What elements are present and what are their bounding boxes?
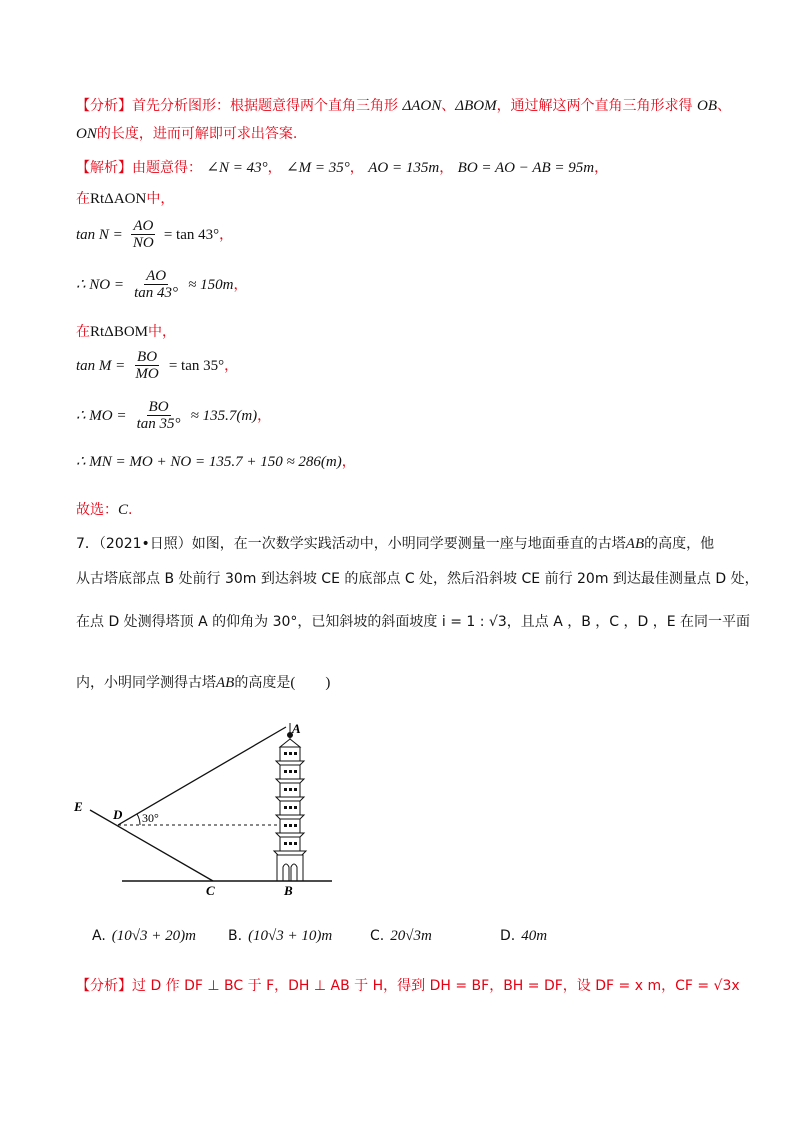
in-triangle-aon xyxy=(76,189,174,209)
analysis-tag: 【分析】 xyxy=(76,98,132,114)
eq-rhs: = tan 35° xyxy=(168,358,225,374)
option-c[interactable] xyxy=(370,928,432,945)
label-a: A xyxy=(292,721,301,736)
angle-arc xyxy=(137,814,140,825)
eq-lhs: ∴ NO = xyxy=(76,277,125,293)
analysis-text: 首先分析图形：根据题意得两个直角三角形 xyxy=(132,98,398,114)
text: 在 xyxy=(76,324,90,340)
analysis-tag: 【分析】 xyxy=(76,978,132,994)
option-label: B. xyxy=(228,928,243,944)
denominator: NO xyxy=(132,235,154,251)
option-value: 20√3m xyxy=(390,928,432,944)
label-angle: 30° xyxy=(142,811,159,825)
comma: ， xyxy=(224,358,239,374)
eq-rhs: ≈ 135.7(m) xyxy=(190,408,258,424)
comma: ， xyxy=(233,277,248,293)
equation-5 xyxy=(76,451,356,471)
text: 的高度是 xyxy=(234,675,291,691)
eq-rhs: ≈ 150m xyxy=(188,277,234,293)
analysis-1-line-1 xyxy=(76,96,731,116)
given-ao: AO = 135m xyxy=(368,160,440,176)
choose-value: C xyxy=(118,502,129,518)
text: 在 xyxy=(76,191,90,207)
eq-total: ∴ MN = MO + NO = 135.7 + 150 ≈ 286(m) xyxy=(76,454,342,470)
choose-label: 故选： xyxy=(76,502,118,518)
option-value: (10√3 + 10)m xyxy=(248,928,333,944)
label-d: D xyxy=(113,807,123,822)
label-c: C xyxy=(206,883,215,898)
text: 中， xyxy=(148,324,176,340)
period: . xyxy=(128,502,133,518)
given-angle-m: ∠M = 35° xyxy=(286,160,350,176)
triangle-label: RtΔAON xyxy=(90,191,147,207)
option-label: C. xyxy=(370,928,385,944)
numerator: AO xyxy=(146,268,167,284)
analysis-text: 过 D 作 DF ⊥ BC 于 F，DH ⊥ AB 于 H，得到 DH = BF，BH = DF，设 DF = x m，CF = √3x xyxy=(132,978,740,994)
option-a[interactable] xyxy=(92,928,196,945)
option-d[interactable] xyxy=(500,928,547,945)
segment-ab: AB xyxy=(625,536,645,552)
eq-lhs: ∴ MO = xyxy=(76,408,127,424)
numerator: BO xyxy=(148,399,169,415)
denominator: tan 35° xyxy=(136,416,181,432)
eq-lhs: tan N = xyxy=(76,227,123,243)
numerator: AO xyxy=(133,218,154,234)
equation-1 xyxy=(76,218,233,251)
separator: 、 xyxy=(441,98,456,114)
answer-blank: ( ) xyxy=(290,675,331,691)
segment-on: ON xyxy=(76,126,97,142)
comma: ， xyxy=(219,227,234,243)
text: 内，小明同学测得古塔 xyxy=(76,675,216,691)
tower-windows xyxy=(284,752,297,845)
question-7-line-2: 从古塔底部点 B 处前行 30m 到达斜坡 CE 的底部点 C 处，然后沿斜坡 CE 前行 20m 到达最佳测量点 D 处， xyxy=(76,571,759,587)
eq-rhs: = tan 43° xyxy=(163,227,220,243)
segment-ob: OB xyxy=(697,98,718,114)
text: 中， xyxy=(146,191,175,207)
eq-lhs: tan M = xyxy=(76,358,126,374)
pagoda-tower xyxy=(274,723,306,881)
comma: ， xyxy=(341,454,356,470)
comma: ， xyxy=(257,408,272,424)
segment-ab: AB xyxy=(216,675,235,691)
solution-given: 【解析】由题意得： ∠N = 43°， ∠M = 35°， AO = 135m， BO = AO − AB = 95m， xyxy=(76,160,609,176)
option-b[interactable] xyxy=(228,928,332,945)
given-angle-n: ∠N = 43° xyxy=(206,160,268,176)
analysis-2 xyxy=(76,976,740,996)
equation-3 xyxy=(76,349,238,382)
equation-2 xyxy=(76,268,247,301)
triangle-aon: ΔAON xyxy=(402,98,442,114)
label-b: B xyxy=(284,883,293,898)
option-label: D. xyxy=(500,928,516,944)
denominator: MO xyxy=(135,366,159,382)
option-value: (10√3 + 20)m xyxy=(111,928,196,944)
given-bo: BO = AO − AB = 95m xyxy=(457,160,595,176)
tower-figure xyxy=(70,715,350,900)
triangle-bom: ΔBOM xyxy=(455,98,497,114)
question-7-line-4 xyxy=(76,673,330,693)
option-label: A. xyxy=(92,928,106,944)
question-7-line-3: 在点 D 处测得塔顶 A 的仰角为 30°，已知斜坡的斜面坡度 i = 1 : √3，且点 A ，B ，C ，D ，E 在同一平面 xyxy=(76,614,751,630)
separator: 、 xyxy=(717,98,732,114)
solution-intro: 由题意得： xyxy=(132,160,202,176)
label-e: E xyxy=(74,799,83,814)
in-triangle-bom xyxy=(76,322,176,342)
solution-tag: 【解析】 xyxy=(76,160,132,176)
answer-choice xyxy=(76,500,132,520)
text: 7．（2021•日照）如图，在一次数学实践活动中，小明同学要测量一座与地面垂直的古塔 xyxy=(76,536,626,552)
analysis-text: ，通过解这两个直角三角形求得 xyxy=(496,98,693,114)
denominator: tan 43° xyxy=(134,285,179,301)
analysis-text: 的长度，进而可解即可求出答案. xyxy=(96,126,298,142)
analysis-1-line-2 xyxy=(76,124,297,144)
question-7-line-1 xyxy=(76,534,714,554)
text: 的高度，他 xyxy=(644,536,715,552)
equation-4 xyxy=(76,399,271,432)
numerator: BO xyxy=(137,349,158,365)
triangle-label: RtΔBOM xyxy=(90,324,148,340)
option-value: 40m xyxy=(521,928,548,944)
